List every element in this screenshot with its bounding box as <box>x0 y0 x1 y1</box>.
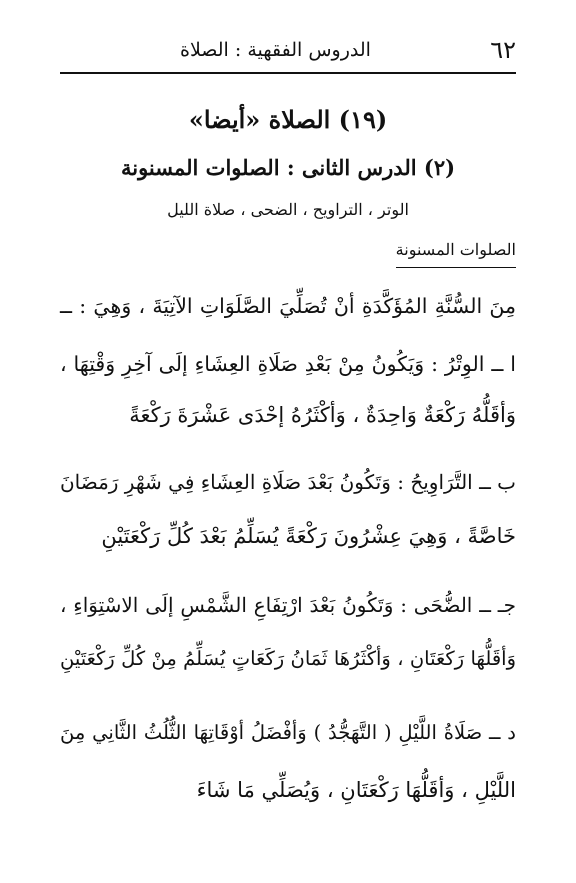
running-head <box>60 30 516 64</box>
body-line-witr-2: وَأقَلُّهُ رَكْعَةٌ وَاحِدَةٌ ، وَأكْثَرُهُ إحْدَى عَشْرَةَ رَكْعَةً <box>129 403 516 427</box>
body-line-night-2: اللَّيْلِ ، وَأقَلُّهَا رَكْعَتَانِ ، وَيُصَلِّي مَا شَاءَ <box>196 778 516 802</box>
header-rule <box>60 72 516 74</box>
body-line-night-1: د ــ صَلَاةُ اللَّيْلِ ( التَّهَجُّدُ ) وَأفْضَلُ أوْقَاتِهَا الثُّلُثُ الثَّانِي مِنَ <box>60 721 516 744</box>
body-line-tarawih-2: خَاصَّةً ، وَهِيَ عِشْرُونَ رَكْعَةً يُسَلِّمُ بَعْدَ كُلِّ رَكْعَتَيْنِ <box>101 524 516 548</box>
chapter-title: (١٩) الصلاة «أيضا» <box>188 105 388 134</box>
body-line-witr-1: ا ــ الوِتْرُ : وَيَكُونُ مِنْ بَعْدِ صَلَاةِ العِشَاءِ إلَى آخِرِ وَقْتِهَا ، <box>60 352 516 376</box>
lesson-title: (٢) الدرس الثانى : الصلوات المسنونة <box>120 155 456 180</box>
body-line-tarawih-1: ب ــ التَّرَاوِيحُ : وَتَكُونُ بَعْدَ صَلَاةِ العِشَاءِ فِي شَهْرِ رَمَضَانَ <box>59 470 516 494</box>
body-line-duha-1: جـ ــ الضُّحَى : وَتَكُونُ بَعْدَ ارْتِفَاعِ الشَّمْسِ إلَى الاسْتِوَاءِ ، <box>60 593 516 617</box>
page-number: ٦٢ <box>490 36 516 64</box>
lesson-topics: الوتر ، التراويح ، الضحى ، صلاة الليل <box>167 200 409 219</box>
body-line-duha-2: وَأقَلُّهَا رَكْعَتَانِ ، وَأكْثَرُهَا ثَمَانُ رَكَعَاتٍ يُسَلِّمُ مِنْ كُلِّ رَكْعَتَيْنِ <box>60 647 516 670</box>
running-title: الدروس الفقهية : الصلاة <box>180 39 371 61</box>
body-line-intro: مِنَ السُّنَّةِ المُؤَكَّدَةِ أنْ تُصَلِّيَ الصَّلَوَاتِ الآتِيَةَ ، وَهِيَ : ــ <box>60 294 516 318</box>
section-heading: الصلوات المسنونة <box>396 237 516 268</box>
